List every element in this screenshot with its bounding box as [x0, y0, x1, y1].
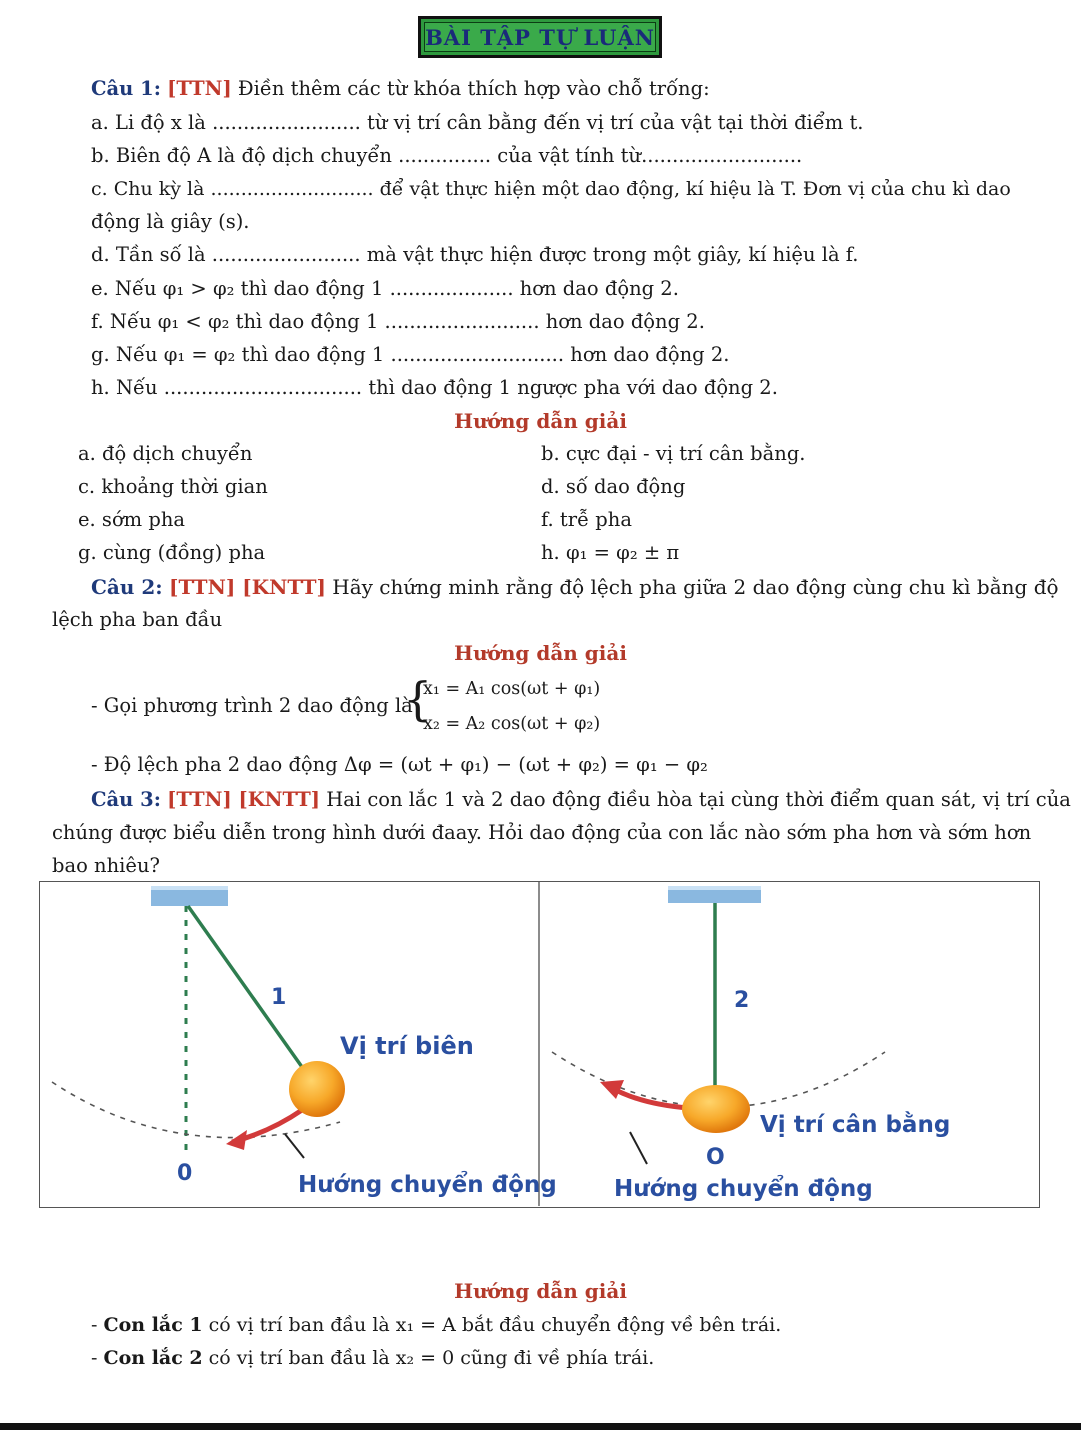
q2-line	[91, 574, 1059, 600]
q1-item-f: f. Nếu φ₁ < φ₂ thì dao động 1 ......................... hơn dao động 2.	[91, 310, 705, 333]
q3-sol-line1-prefix: -	[91, 1314, 104, 1336]
left-arrowhead	[226, 1130, 247, 1150]
q1-item-c1: c. Chu kỳ là ........................... để vật thực hiện một dao động, kí hiệu là T. Đơn vị của chu kì dao	[91, 178, 1011, 200]
q2-eq2: x₂ = A₂ cos(ωt + φ₂)	[423, 714, 601, 734]
q1-answer-a: a. độ dịch chuyển	[78, 442, 253, 465]
q2-eq1: x₁ = A₁ cos(ωt + φ₁)	[423, 679, 601, 699]
right-motion-arrow	[610, 1087, 688, 1108]
right-bob	[682, 1085, 750, 1133]
right-zero: O	[706, 1145, 725, 1170]
q3-text3: bao nhiêu?	[52, 854, 160, 877]
left-number: 1	[271, 985, 287, 1010]
q2-tag: [TTN] [KNTT]	[169, 575, 326, 599]
q3-sol-line1	[91, 1312, 781, 1338]
q1-tag: [TTN]	[167, 77, 232, 100]
right-position-label: Vị trí cân bằng	[760, 1112, 951, 1138]
guide-heading-3: Hướng dẫn giải	[454, 1279, 627, 1303]
left-zero: 0	[177, 1161, 193, 1186]
q1-item-h: h. Nếu ................................ thì dao động 1 ngược pha với dao động 2.	[91, 376, 778, 399]
q3-text1: Hai con lắc 1 và 2 dao động điều hòa tại cùng thời điểm quan sát, vị trí của	[326, 788, 1071, 811]
right-arrowhead	[600, 1080, 624, 1099]
q1-answer-c: c. khoảng thời gian	[78, 475, 268, 498]
q2-label: Câu 2:	[91, 575, 163, 599]
q1-item-d: d. Tần số là ........................ mà vật thực hiện được trong một giây, kí hiệu là f.	[91, 243, 859, 266]
right-motion-label: Hướng chuyển động	[614, 1176, 873, 1202]
q1-item-b: b. Biên độ A là độ dịch chuyển ............... của vật tính từ..........................	[91, 144, 803, 167]
q1-answer-e: e. sớm pha	[78, 508, 186, 531]
page-title: BÀI TẬP TỰ LUẬN	[425, 25, 655, 50]
pendulum-figure-svg	[40, 882, 1038, 1206]
title-box	[418, 16, 662, 58]
q3-tag: [TTN] [KNTT]	[167, 788, 321, 811]
q1-item-g: g. Nếu φ₁ = φ₂ thì dao động 1 ............................ hơn dao động 2.	[91, 343, 730, 366]
q2-sol2: - Độ lệch pha 2 dao động Δφ = (ωt + φ₁) − (ωt + φ₂) = φ₁ − φ₂	[91, 753, 708, 776]
left-position-label: Vị trí biên	[340, 1032, 474, 1060]
q1-answer-f: f. trễ pha	[541, 508, 632, 531]
bottom-rule	[0, 1423, 1081, 1430]
q3-sol-line2	[91, 1345, 654, 1371]
q1-item-c2: động là giây (s).	[91, 210, 250, 233]
q3-label: Câu 3:	[91, 788, 161, 811]
system-brace: {	[403, 672, 433, 726]
q1-answer-h: h. φ₁ = φ₂ ± π	[541, 541, 680, 564]
guide-heading-1: Hướng dẫn giải	[454, 409, 627, 433]
q2-text2: lệch pha ban đầu	[52, 608, 223, 631]
q2-text1: Hãy chứng minh rằng độ lệch pha giữa 2 dao động cùng chu kì bằng độ	[332, 575, 1059, 599]
q3-sol-line2-bold: Con lắc 2	[103, 1347, 203, 1369]
q1-item-e: e. Nếu φ₁ > φ₂ thì dao động 1 .................... hơn dao động 2.	[91, 277, 679, 300]
left-pointer	[285, 1134, 304, 1158]
q3-sol-line2-prefix: -	[91, 1347, 104, 1369]
q1-answer-d: d. số dao động	[541, 475, 686, 498]
q1-label: Câu 1:	[91, 77, 161, 100]
q1-line	[91, 76, 710, 102]
q3-sol-line2-rest: có vị trí ban đầu là x₂ = 0 cũng đi về phía trái.	[202, 1347, 655, 1369]
q1-answer-g: g. cùng (đồng) pha	[78, 541, 266, 564]
q3-sol-line1-bold: Con lắc 1	[103, 1314, 203, 1336]
guide-heading-2: Hướng dẫn giải	[454, 641, 627, 665]
pendulum-figure	[39, 881, 1040, 1208]
q3-sol-line1-rest: có vị trí ban đầu là x₁ = A bắt đầu chuyển động về bên trái.	[202, 1314, 782, 1336]
right-number: 2	[734, 988, 750, 1013]
left-motion-label: Hướng chuyển động	[298, 1172, 557, 1198]
q1-item-a: a. Li độ x là ........................ từ vị trí cân bằng đến vị trí của vật tại thời điểm t.	[91, 111, 864, 134]
right-pointer	[630, 1132, 647, 1164]
q3-line	[91, 787, 1071, 813]
q3-text2: chúng được biểu diễn trong hình dưới đaay. Hỏi dao động của con lắc nào sớm pha hơn và sớm hơn	[52, 821, 1032, 844]
q1-text: Điền thêm các từ khóa thích hợp vào chỗ trống:	[237, 77, 710, 100]
q1-answer-b: b. cực đại - vị trí cân bằng.	[541, 442, 806, 465]
left-bob	[289, 1061, 345, 1117]
q2-sol1-prefix: - Gọi phương trình 2 dao động là	[91, 694, 413, 717]
